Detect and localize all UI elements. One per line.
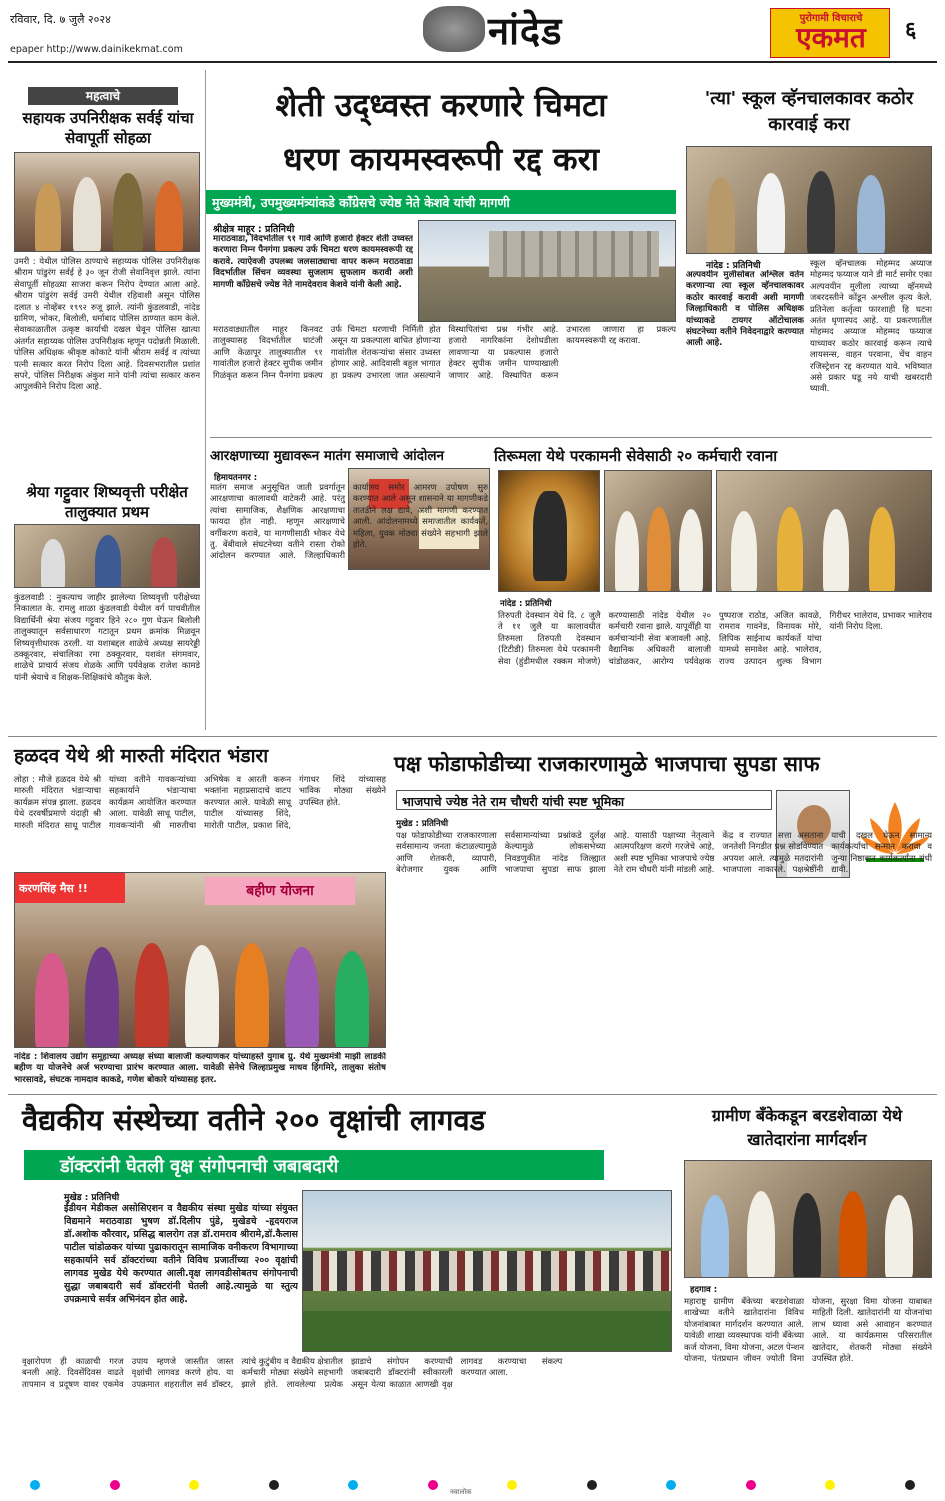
bank-body: महाराष्ट्र ग्रामीण बँकेच्या बरडशेवाळा शाखेच्या वतीने खातेदारांना विविध योजनांबाबत मार्गदर्शन करण्यात आले. यावेळी शाखा व्यवस्थापक यांनी बँकेच्या कर्ज योजना, विमा योजना, अटल पेन्शन योजना, पंतप्रधान जीवन ज्योती विमा योजना, सुरक्षा विमा योजना याबाबत माहिती दिली. खातेदारांनी या योजनांचा लाभ घ्यावा असे आवाहन करण्यात आले. या कार्यक्रमास परिसरातील खातेदार, शेतकरी मोठ्या संख्येने उपस्थित होते. xyxy=(684,1296,932,1364)
section-rule xyxy=(210,437,932,438)
van-memorandum-photo xyxy=(686,146,932,254)
ladki-bahin-event-photo xyxy=(14,872,386,1048)
van-dateline: नांदेड : प्रतिनिधी xyxy=(706,261,761,271)
van-headline: 'त्या' स्कूल व्हॅनचालकावर कठोर कारवाई करा xyxy=(704,88,914,135)
matang-dateline: हिमायतनगर : xyxy=(214,473,258,483)
van-lead: अल्पवयीन मुलीसोबत अश्लिल वर्तन करणाऱ्या त्या स्कूल व्हॅनचालकावर कठोर कारवाई करावी अशी मागणी जिल्हाधिकारी व पोलिस अधिक्षक यांच्याकडे टायगर ऑटोचालक संघटनेच्या वतीने निवेदनाद्वारे करण्यात आली आहे. xyxy=(686,270,804,349)
tirumala-dateline: नांदेड : प्रतिनिधी xyxy=(500,599,552,609)
color-registration-bar xyxy=(30,1480,915,1490)
footer-mark: नवालोक xyxy=(450,1488,472,1496)
brand-name: एकमत xyxy=(796,21,866,54)
tirumala-body: तिरुपती देवस्थान येथे दि. ८ जुलै ते ११ जुलै या कालावधीत तिरुमला तिरुपती देवस्थान (टिटीडी) तिरुमला येथे परकामनी सेवा (हुंडीमधील रक्कम मोजणे) करण्यासाठी नांदेड येथील २० कर्मचारी रवाना झाले. यापूर्वीही या कर्मचाऱ्यांनी सेवा बजावली आहे. वैद्यानिक अधिकारी बालाजी चांडोळकर, आरोग्य पर्यवेक्षक पुष्पराज राठोड, अजित कावळे, रामराव गावनेड, विनायक मोरे, लिपिक साईनाथ कार्यकर्ते यांचा यामध्ये समावेश आहे. भालेराव, राज्य उत्पादन शुल्क विभाग गिरीधर भालेराव, प्रभाकर भालेराव यांनी निरोप दिला. xyxy=(498,610,932,666)
bjp-dateline: मुखेड : प्रतिनिधी xyxy=(396,819,449,829)
tree-dateline: मुखेड : प्रतिनिधी xyxy=(64,1193,120,1203)
sidebar-story1-body: उमरी : येथील पोलिस ठाण्याचे सहाय्यक पोलिस उपनिरीक्षक श्रीराम पांडुरंग सर्वई हे ३० जून रोजी सेवानिवृत्त झाले. त्यांना सेवापूर्ती सोहळ्या साजरा करून निरोप देण्यात आला आहे. श्रीराम पांडुरंग सर्वई उमरी येथील रहिवाशी असून पोलिस दलात ४ नोव्हेंबर १९९२ रुजू झाले. त्यांनी कुंडलवाडी, नांदेड ग्रामिण, भोकर, बिलोली, धर्माबाद पोलिस ठाण्यात काम केले. सेवाकाळातील उत्कृष्ट कार्याची दखल घेवून पोलिस खात्या अंतर्गत सहाय्यक पोलिस उपनिरीक्षक म्हणून पदोन्नती मिळाली. पोलिस अधिक्षक श्रीकृष्ट कोकाटे यांनी श्रीराम सर्वई व त्यांच्या पत्नी सत्कार करत निरोप दिला आहे. दिवसभरातील प्रशांत सपरे, पोलिस निरीक्षक अंकुश माने यांनी त्यांचा सत्कार करुन आपुलकीने निरोप दिला आहे. xyxy=(14,256,200,392)
sidebar-story2-title: श्रेया गट्टुवार शिष्यवृत्ती परीक्षेत तालुक्यात प्रथम xyxy=(26,483,188,521)
lead-highlight: माराठवाडा, विदर्भातील ९१ गावे आणि हजारो हेक्टर शेती उध्वस्त करणारा निम्न पैनगंगा प्रकल्प उर्फ चिमटा धरण कायमस्वरूपी रद्द करावे. त्याऐवजी उपलब्ध जलसाठ्याचा वापर करून मराठवाडा विदर्भातील सिंचन व्यवस्था सुजलाम सुफलाम करावी अशी मागणी काँग्रेसचे ज्येष्ठ नेते नामदेवराव केशवे यांनी केली आहे. xyxy=(213,234,413,290)
section-rule xyxy=(8,736,937,737)
lead-headline-line2: धरण कायमस्वरूपी रद्द करा xyxy=(283,140,599,178)
tree-lead: ईंडीयन मेडीकल असोसिएशन व वैद्यकीय संस्था मुखेड यांच्या संयुक्त विद्यमाने मराठवाडा भुषण डॉ.दिलीप पुंडे, मुखेडचे -हृदयराज डॉ.अशोक कौरवार, प्रसिद्ध बालरोग तज्ञ डॉ.रामराव श्रीरामे,डॉ.कैलास पाटील चांडोळकर यांच्या पुढाकारातून सामाजिक वनीकरण विभागाच्या सहकार्याने सर्व डॉक्टरांच्या वतीने विविध प्रजातींच्या २०० वृक्षांची लागवड मुखेड येथे करण्यात आली.वृक्ष लागवडीसोबतच संगोपनाची सुद्धा जबाबदारी सर्व डॉक्टरांनी घेतली आहे.त्यामुळे या स्तुत्य उपक्रमाचे सर्वत्र अभिनंदन होत आहे. xyxy=(64,1203,298,1305)
tirumala-group-photo1 xyxy=(604,470,712,592)
bank-guidance-photo xyxy=(684,1160,932,1278)
lead-subhead: मुख्यमंत्री, उपमुख्यमंत्र्यांकडे काँग्रेसचे ज्येष्ठ नेते केशवे यांची मागणी xyxy=(212,195,510,210)
maruti-headline: हळदव येथे श्री मारुती मंदिरात भंडारा xyxy=(14,745,269,767)
van-body: स्कूल व्हॅनचालक मोहम्मद अय्याज मोहम्मद फय्याज याने डी मार्ट समोर एका अल्पवयीन मुलीला त्याच्या व्हॅनमध्ये जबरदस्तीने कोंडून अश्लील कृत्य केले. प्रतिनेला कर्तृत्वा फारशाही हि घटना अतंत धृणास्पद आहे. या प्रकरणातील मोहम्मद अय्याज मोहम्मद फय्याज याच्यावर कठोर कारवाई करून त्याचे लायसन्स, वाहन परवाना, चेंच वाहन रजिस्ट्रेशन रद्द करण्यात यावे. भविष्यात असे प्रकार घडू नये याची खबरदारी घ्यावी. xyxy=(810,258,932,394)
maruti-body: लोहा : मौजे हळदव येथे श्री मारुती मंदिरात भंडाऱ्याचा कार्यक्रम संपन्न झाला. हळदव येथे दरवर्षीप्रमाणे यंदाही श्री मारुती मंदिरात साधू पाटील यांच्या वतीने गावकऱ्यांच्या सहकार्याने भंडाऱ्याचा कार्यक्रम आयोजित करण्यात आला. यावेळी साधू पाटील, गावकऱ्यांनी श्री मारुतीचा अभिषेक व आरती करून भक्तांना महाप्रसादाचे वाटप करण्यात आले. यावेळी साधू पाटील यांच्यासह शिंदे, मारोती पाटील, प्रकाश शिंदे, गंगाधर शिंदे यांच्यासह भाविक मोठ्या संख्येने उपस्थित होते. xyxy=(14,774,386,830)
page-number: ६ xyxy=(905,18,917,43)
tree-headline: वैद्यकीय संस्थेच्या वतीने २०० वृक्षांची लागवड xyxy=(22,1103,486,1137)
bjp-headline: पक्ष फोडाफोडीच्या राजकारणामुळे भाजपाचा सुपडा साफ xyxy=(394,752,820,776)
event-banner-text2: बहीण योजना xyxy=(205,877,355,905)
section-label: महत्वाचे xyxy=(28,87,178,105)
tirumala-group-photo2 xyxy=(716,470,932,592)
dam-construction-photo xyxy=(418,220,676,322)
sidebar-story2-body: कुंडलवाडी : नुकत्याच जाहीर झालेल्या शिष्यवृत्ती परीक्षेच्या निकालात के. रामलु शाळा कुंडलवाडी येथील वर्ग पाचवीतील विद्यार्थिनी श्रेया संजय गट्टुवार हिने २८० गुण घेऊन बिलोली तालुक्यातून सर्वसाधारण गटातून प्रथम क्रमांक मिळवून शिष्यवृत्तीधारक ठरली. या यशाबद्दल शाळेचे अध्यक्ष सायरेड्डी ठक्कूरवार, संचालिका रमा ठक्कूरवार, यशवंत संगमवार, शाळेचे प्राचार्य संजय शेळके आणि पर्यवेक्षक राजेश कामडे यांनी श्रेयाचे व शिक्षक-शिक्षिकांचे कौतुक केले. xyxy=(14,592,200,682)
masthead-rule xyxy=(8,61,937,63)
bank-headline: ग्रामीण बँकेकडून बरडशेवाळा येथे खातेदारांना मार्गदर्शन xyxy=(711,1106,903,1149)
website-link[interactable]: epaper http://www.dainikekmat.com xyxy=(10,44,183,55)
tree-plantation-photo xyxy=(302,1190,672,1352)
tree-subhead: डॉक्टरांनी घेतली वृक्ष संगोपनाची जबाबदारी xyxy=(60,1156,339,1177)
event-photo-caption: नांदेड : शिवालय उद्योग समूहाच्या अध्यक्ष संध्या बालाजी कल्याणकर यांच्याहस्ते युगाब ग्रु. येथे मुख्यमंत्री माझी लाडकी बहीण या योजनेचे अर्ज भरण्याचा प्रारंभ करण्यात आला. यावेळी सेनेचे जिल्हाप्रमुख माधव हिंगमिरे, तालुका संतोष भारसावडे, संघटक नामदाव काकडे, गणेश बोकारे यांच्यासह इतर. xyxy=(14,1052,386,1085)
bank-dateline: हदगाव : xyxy=(690,1285,718,1295)
bjp-body: पक्ष फोडाफोडीच्या राजकारणाला सर्वसामान्य जनता कंटाळल्यामुळे आणि शेतकरी, व्यापारी, बेरोजगार युवक आणि सर्वसामान्यांच्या प्रश्नांकडे दुर्लक्ष केल्यामुळे लोकसभेच्या निवडणुकीत नांदेड जिल्ह्यात भाजपाचा सुपडा साफ झाला आहे. यासाठी पक्षाच्या नेतृत्वाने आत्मपरिक्षण करणे गरजेचे आहे, अशी स्पष्ट भूमिका भाजपाचे ज्येष्ठ नेते राम चौधरी यांनी मांडली आहे. केंद्र व राज्यात सत्ता असताना जनतेशी निगडीत प्रश्न सोडविण्यात अपयश आले. त्यामुळे मतदारांनी भाजपाला नाकारले. पक्षश्रेष्ठींनी याची दखल घेऊन सामान्य कार्यकर्त्यांचा सन्मान करावा व जुन्या निष्ठावान कार्यकर्त्यांना संधी द्यावी. xyxy=(396,830,932,875)
sidebar-story2-photo xyxy=(14,524,200,588)
section-rule xyxy=(8,1094,937,1095)
lead-body: मराठवाड्यातील माहूर किनवट तालुक्यासह विदर्भातील घाटंजी आणि केळापूर तालुक्यातील ९१ गावांतील हजारो हेक्टर सुपीक जमीन गिळंकृत करून निम्न पैनगंगा प्रकल्प उर्फ चिमटा धरणाची निर्मिती होत असून या प्रकल्पाला बाधित होणाऱ्या गावांतील शेतकऱ्यांचा संसार उध्वस्त होणार आहे. आदिवासी बहुल भागात हा प्रकल्प उभारला जात असल्याने विस्थापितांचा प्रश्न गंभीर आहे. हजारो नागरिकांना देशोधडीला लावणाऱ्या या प्रकल्पास हजारो हेक्टर सुपीक जमीन पाण्याखाली जाणार आहे. विस्थापित करून उभारला जाणारा हा प्रकल्प कायमस्वरूपी रद्द करावा. xyxy=(213,324,676,380)
lead-headline-line1: शेती उद्ध्वस्त करणारे चिमटा xyxy=(275,86,607,124)
city-name: नांदेड xyxy=(488,9,563,53)
matang-headline: आरक्षणाच्या मुद्यावरून मातंग समाजाचे आंदोलन xyxy=(210,448,445,464)
lead-dateline: श्रीक्षेत्र माहूर : प्रतिनिधी xyxy=(213,224,295,235)
tree-body: वृक्षारोपण ही काळाची गरज बनली आहे. दिवसेंदिवस वाढते तापमान व प्रदूषण यावर एकमेव उपाय म्हणजे जास्तीत जास्त वृक्षांची लागवड करणे होय. या उपक्रमात शहरातील सर्व डॉक्टर, त्यांचे कुटुंबीय व वैद्यकीय क्षेत्रातील कर्मचारी मोठ्या संख्येने सहभागी झाले होते. लावलेल्या प्रत्येक झाडाचे संगोपन करण्याची जबाबदारी डॉक्टरांनी स्वीकारली असून येत्या काळात आणखी वृक्ष लागवड करण्याचा संकल्प करण्यात आला. xyxy=(22,1356,563,1389)
tirumala-headline: तिरूमला येथे परकामनी सेवेसाठी २० कर्मचारी रवाना xyxy=(494,447,778,465)
sidebar-story1-photo xyxy=(14,152,200,252)
brand-tagline: पुरोगामी विचाराचे xyxy=(799,13,863,24)
event-banner-text: करणसिंह मैस !! xyxy=(15,873,125,903)
city-emblem-icon xyxy=(423,6,485,52)
tirupati-deity-photo xyxy=(498,470,600,592)
issue-date: रविवार, दि. ७ जुलै २०२४ xyxy=(10,13,111,26)
matang-body: मातंग समाज अनुसूचित जाती प्रवर्गातून आरक्षणाचा कालावधी वाटेकरी आहे. परंतु त्यांचा सामाजिक, शैक्षणिक आरक्षणाचा फायदा होत नाही. म्हणून आरक्षणाचे वर्गीकरण करावे, या मागणीसाठी भोकर येथे तु. बेंबीवाले संघटनेच्या वतीने रास्ता रोको आंदोलन करण्यात आले. जिल्हाधिकारी कार्यालय समोर आमरण उपोषण सुरु करण्यात आले असून शासनाने या मागणीकडे तातडीने लक्ष द्यावे, अशी मागणी करण्यात आली. आंदोलनामध्ये समाजातील कार्यकर्ते, महिला, युवक मोठ्या संख्येने सहभागी झाले होते. xyxy=(210,482,488,561)
bjp-subhead: भाजपाचे ज्येष्ठ नेते राम चौधरी यांची स्पष्ट भूमिका xyxy=(402,794,625,809)
sidebar-story1-title: सहायक उपनिरीक्षक सर्वई यांचा सेवापूर्ती सोहळा xyxy=(22,109,194,147)
